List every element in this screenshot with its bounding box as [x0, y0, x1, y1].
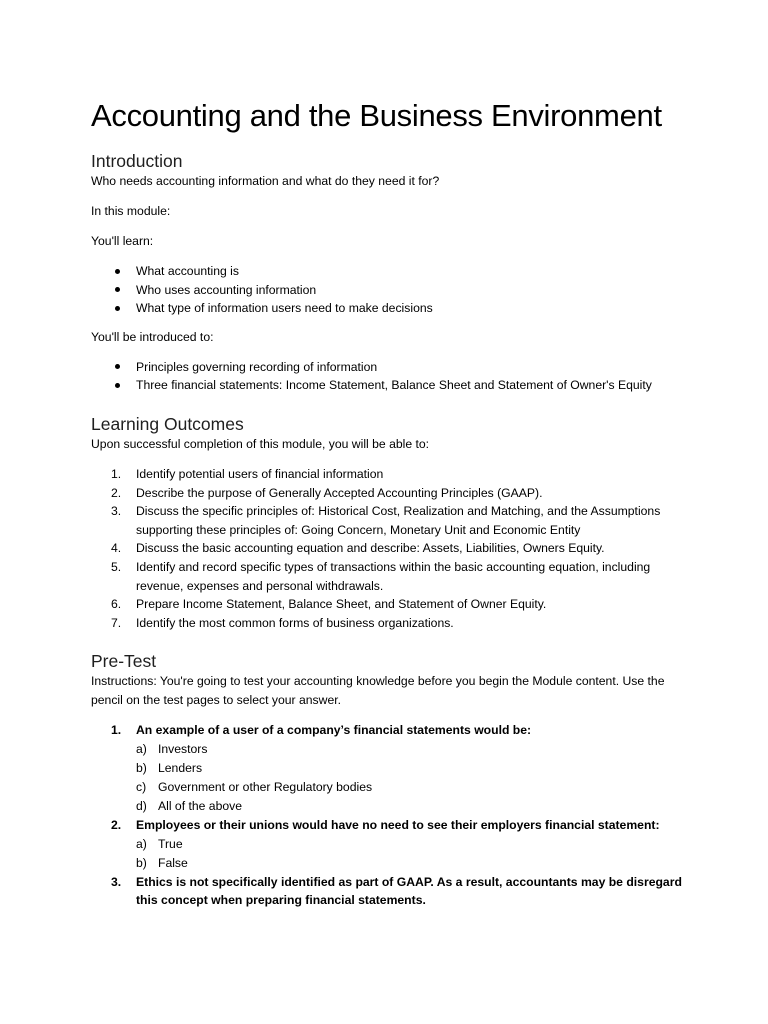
introduced-list — [91, 358, 691, 395]
item-number: 2. — [111, 485, 122, 500]
list-item: Three financial statements: Income Statement, Balance Sheet and Statement of Owner's Equity — [91, 376, 691, 395]
option-text: Government or other Regulatory bodies — [158, 779, 373, 794]
introduction-question: Who needs accounting information and what do they need it for? — [91, 174, 440, 188]
item-number: 1. — [111, 466, 122, 481]
answer-option[interactable] — [136, 797, 691, 816]
question-text: Ethics is not specifically identified as part of GAAP. As a result, accountants may be disregard this concept when preparing financial statements. — [136, 874, 682, 908]
option-text: Lenders — [158, 760, 203, 775]
question-item — [91, 873, 691, 910]
item-text: Identify and record specific types of transactions within the basic accounting equation, including revenue, expenses and personal withdrawals. — [136, 559, 651, 593]
option-letter: d) — [136, 798, 147, 813]
option-letter: c) — [136, 779, 147, 794]
item-text: Identify potential users of financial information — [136, 466, 384, 481]
item-number: 7. — [111, 615, 122, 630]
item-text: Describe the purpose of Generally Accepted Accounting Principles (GAAP). — [136, 485, 543, 500]
option-letter: b) — [136, 855, 147, 870]
option-text: Investors — [158, 741, 208, 756]
learning-outcomes-list — [91, 465, 691, 632]
option-letter: a) — [136, 741, 147, 756]
answer-option[interactable] — [136, 854, 691, 873]
question-text: An example of a user of a company’s financial statements would be: — [136, 723, 532, 738]
learn-list — [91, 262, 691, 318]
list-item — [91, 595, 691, 614]
item-text: Discuss the specific principles of: Historical Cost, Realization and Matching, and the Assumptions supporting these principles of: Going Concern, Monetary Unit and Economic Entity — [136, 504, 661, 537]
question-item — [91, 816, 691, 873]
list-item — [91, 465, 691, 484]
list-item — [91, 614, 691, 633]
answer-option[interactable] — [136, 759, 691, 778]
item-text: Prepare Income Statement, Balance Sheet, and Statement of Owner Equity. — [136, 597, 547, 612]
item-number: 3. — [111, 504, 122, 519]
learning-outcomes-heading: Learning Outcomes — [91, 413, 244, 434]
question-number: 2. — [111, 817, 122, 832]
option-text: True — [158, 836, 183, 851]
question-number: 3. — [111, 874, 122, 889]
item-text: Identify the most common forms of business organizations. — [136, 615, 454, 630]
list-item: What accounting is — [91, 262, 691, 281]
in-this-module-text: In this module: — [91, 204, 171, 218]
pretest-questions — [91, 721, 691, 909]
document-title: Accounting and the Business Environment — [91, 98, 662, 133]
answer-options — [136, 835, 691, 873]
learning-outcomes-intro: Upon successful completion of this module, you will be able to: — [91, 436, 430, 451]
answer-options — [136, 740, 691, 816]
answer-option[interactable] — [136, 835, 691, 854]
option-text: False — [158, 855, 188, 870]
item-number: 4. — [111, 541, 122, 556]
option-letter: a) — [136, 836, 147, 851]
introduction-heading: Introduction — [91, 151, 183, 171]
answer-option[interactable] — [136, 740, 691, 759]
question-item — [91, 721, 691, 816]
question-text: Employees or their unions would have no need to see their employers financial statement: — [136, 817, 660, 832]
answer-option[interactable] — [136, 778, 691, 797]
document-page — [91, 96, 691, 910]
you-will-learn-label: You'll learn: — [91, 234, 154, 248]
list-item — [91, 502, 691, 539]
question-number: 1. — [111, 723, 122, 738]
option-text: All of the above — [158, 798, 243, 813]
option-letter: b) — [136, 760, 147, 775]
list-item — [91, 484, 691, 503]
pretest-heading: Pre-Test — [91, 651, 157, 672]
list-item: Principles governing recording of information — [91, 358, 691, 377]
list-item — [91, 558, 691, 595]
item-number: 6. — [111, 597, 122, 612]
item-text: Discuss the basic accounting equation and describe: Assets, Liabilities, Owners Equity. — [136, 541, 605, 556]
introduced-to-label: You'll be introduced to: — [91, 329, 214, 344]
item-number: 5. — [111, 559, 122, 574]
list-item: What type of information users need to make decisions — [91, 299, 691, 318]
pretest-instructions: Instructions: You're going to test your accounting knowledge before you begin the Module content. Use the pencil on the test pages to select your answer. — [91, 674, 665, 708]
list-item — [91, 539, 691, 558]
list-item: Who uses accounting information — [91, 281, 691, 300]
